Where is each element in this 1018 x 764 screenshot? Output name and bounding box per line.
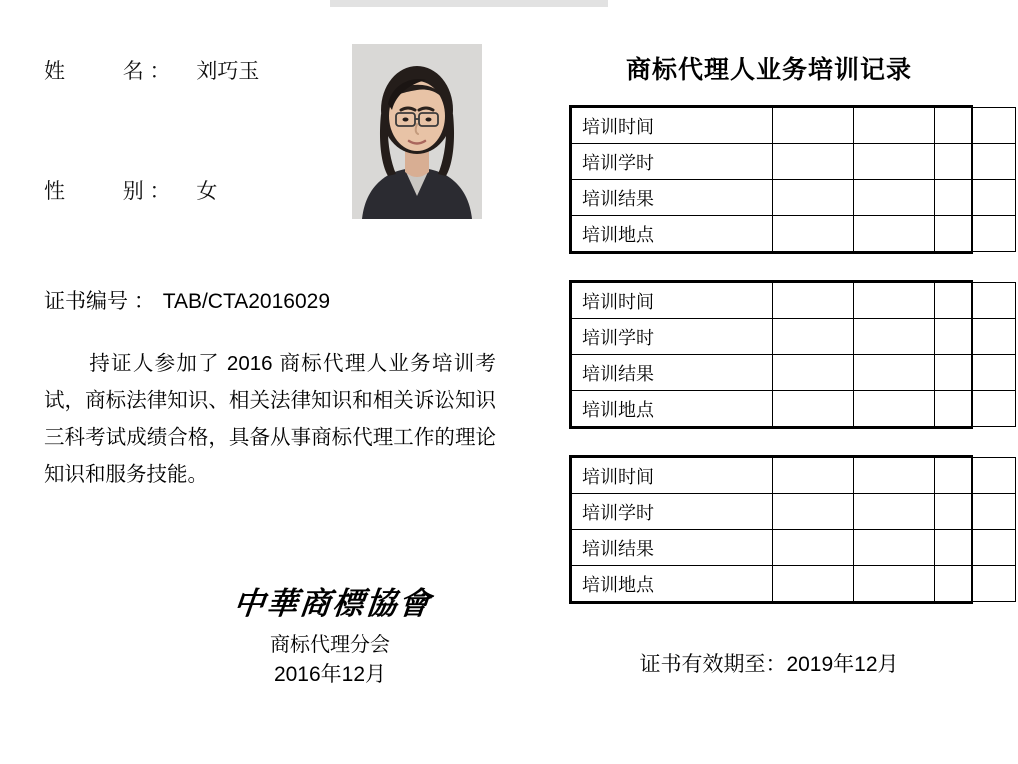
row-label: 培训时间 [572,108,773,144]
row-cell[interactable] [935,283,1016,319]
row-cell[interactable] [935,494,1016,530]
table-row [572,530,1016,566]
row-cell[interactable] [773,530,854,566]
row-cell[interactable] [854,283,935,319]
row-cell[interactable] [773,355,854,391]
validity-row [520,648,1018,678]
table-row [572,144,1016,180]
gender-label-char2: 别 [122,180,144,203]
row-cell[interactable] [773,144,854,180]
table-row [572,391,1016,427]
certificate-number-row [44,285,330,315]
table-row [572,180,1016,216]
gender-colon: ： [149,180,171,203]
association-seal-text: 中華商標協會 [231,586,434,621]
certificate-body-text-content: 持证人参加了 2016 商标代理人业务培训考试，商标法律知识、相关法律知识和相关诉讼知识三科考试成绩合格，具备从事商标代理工作的理论知识和服务技能。 [44,352,496,486]
row-label: 培训学时 [572,319,773,355]
row-cell[interactable] [773,566,854,602]
table-row [572,108,1016,144]
row-label: 培训时间 [572,283,773,319]
row-cell[interactable] [935,319,1016,355]
association-branch-name: 商标代理分会 [270,634,390,656]
name-field-row [44,55,259,85]
table-row [572,458,1016,494]
row-cell[interactable] [854,566,935,602]
table-row [572,566,1016,602]
row-cell[interactable] [854,391,935,427]
row-cell[interactable] [935,144,1016,180]
table-row [572,355,1016,391]
name-label-char2: 名 [122,60,144,83]
row-label: 培训学时 [572,144,773,180]
gender-value: 女 [196,180,218,203]
training-record-table-2 [569,280,973,429]
row-cell[interactable] [935,566,1016,602]
row-cell[interactable] [935,391,1016,427]
training-record-table-3 [569,455,973,604]
row-cell[interactable] [854,144,935,180]
row-label: 培训结果 [572,530,773,566]
row-cell[interactable] [935,216,1016,252]
row-cell[interactable] [854,108,935,144]
certificate-number-value: TAB/CTA2016029 [162,290,331,313]
gender-field-row [44,175,217,205]
training-record-title: 商标代理人业务培训记录 [625,56,912,84]
table-row [572,319,1016,355]
row-label: 培训时间 [572,458,773,494]
table-row [572,494,1016,530]
row-label: 培训地点 [572,216,773,252]
row-cell[interactable] [854,319,935,355]
name-colon: ： [149,60,171,83]
row-cell[interactable] [773,216,854,252]
row-cell[interactable] [773,108,854,144]
row-cell[interactable] [935,355,1016,391]
row-cell[interactable] [773,283,854,319]
portrait-photo-graphic [352,44,482,219]
row-cell[interactable] [935,108,1016,144]
row-cell[interactable] [935,530,1016,566]
row-cell[interactable] [773,391,854,427]
row-cell[interactable] [854,180,935,216]
name-value: 刘巧玉 [196,60,260,83]
row-cell[interactable] [935,458,1016,494]
issue-date: 2016年12月 [273,663,387,686]
row-cell[interactable] [773,180,854,216]
row-cell[interactable] [773,319,854,355]
table-row [572,283,1016,319]
gender-label-char1: 性 [44,180,65,203]
row-cell[interactable] [854,530,935,566]
row-cell[interactable] [935,180,1016,216]
row-label: 培训结果 [572,355,773,391]
row-cell[interactable] [854,216,935,252]
table-row [572,216,1016,252]
row-cell[interactable] [773,494,854,530]
portrait-photo [352,44,482,219]
row-label: 培训结果 [572,180,773,216]
certificate-right-panel [520,0,1018,764]
name-label-char1: 姓 [44,60,65,83]
validity-colon: ： [765,653,787,676]
row-cell[interactable] [854,494,935,530]
validity-label: 证书有效期至 [639,653,766,676]
row-cell[interactable] [854,355,935,391]
training-record-table-1 [569,105,973,254]
row-cell[interactable] [773,458,854,494]
row-label: 培训地点 [572,566,773,602]
row-cell[interactable] [854,458,935,494]
certificate-number-colon: ： [133,290,155,313]
certificate-number-label: 证书编号 [44,290,128,313]
validity-value: 2019年12月 [786,653,899,676]
row-label: 培训地点 [572,391,773,427]
row-label: 培训学时 [572,494,773,530]
certificate-body-text [44,345,496,493]
